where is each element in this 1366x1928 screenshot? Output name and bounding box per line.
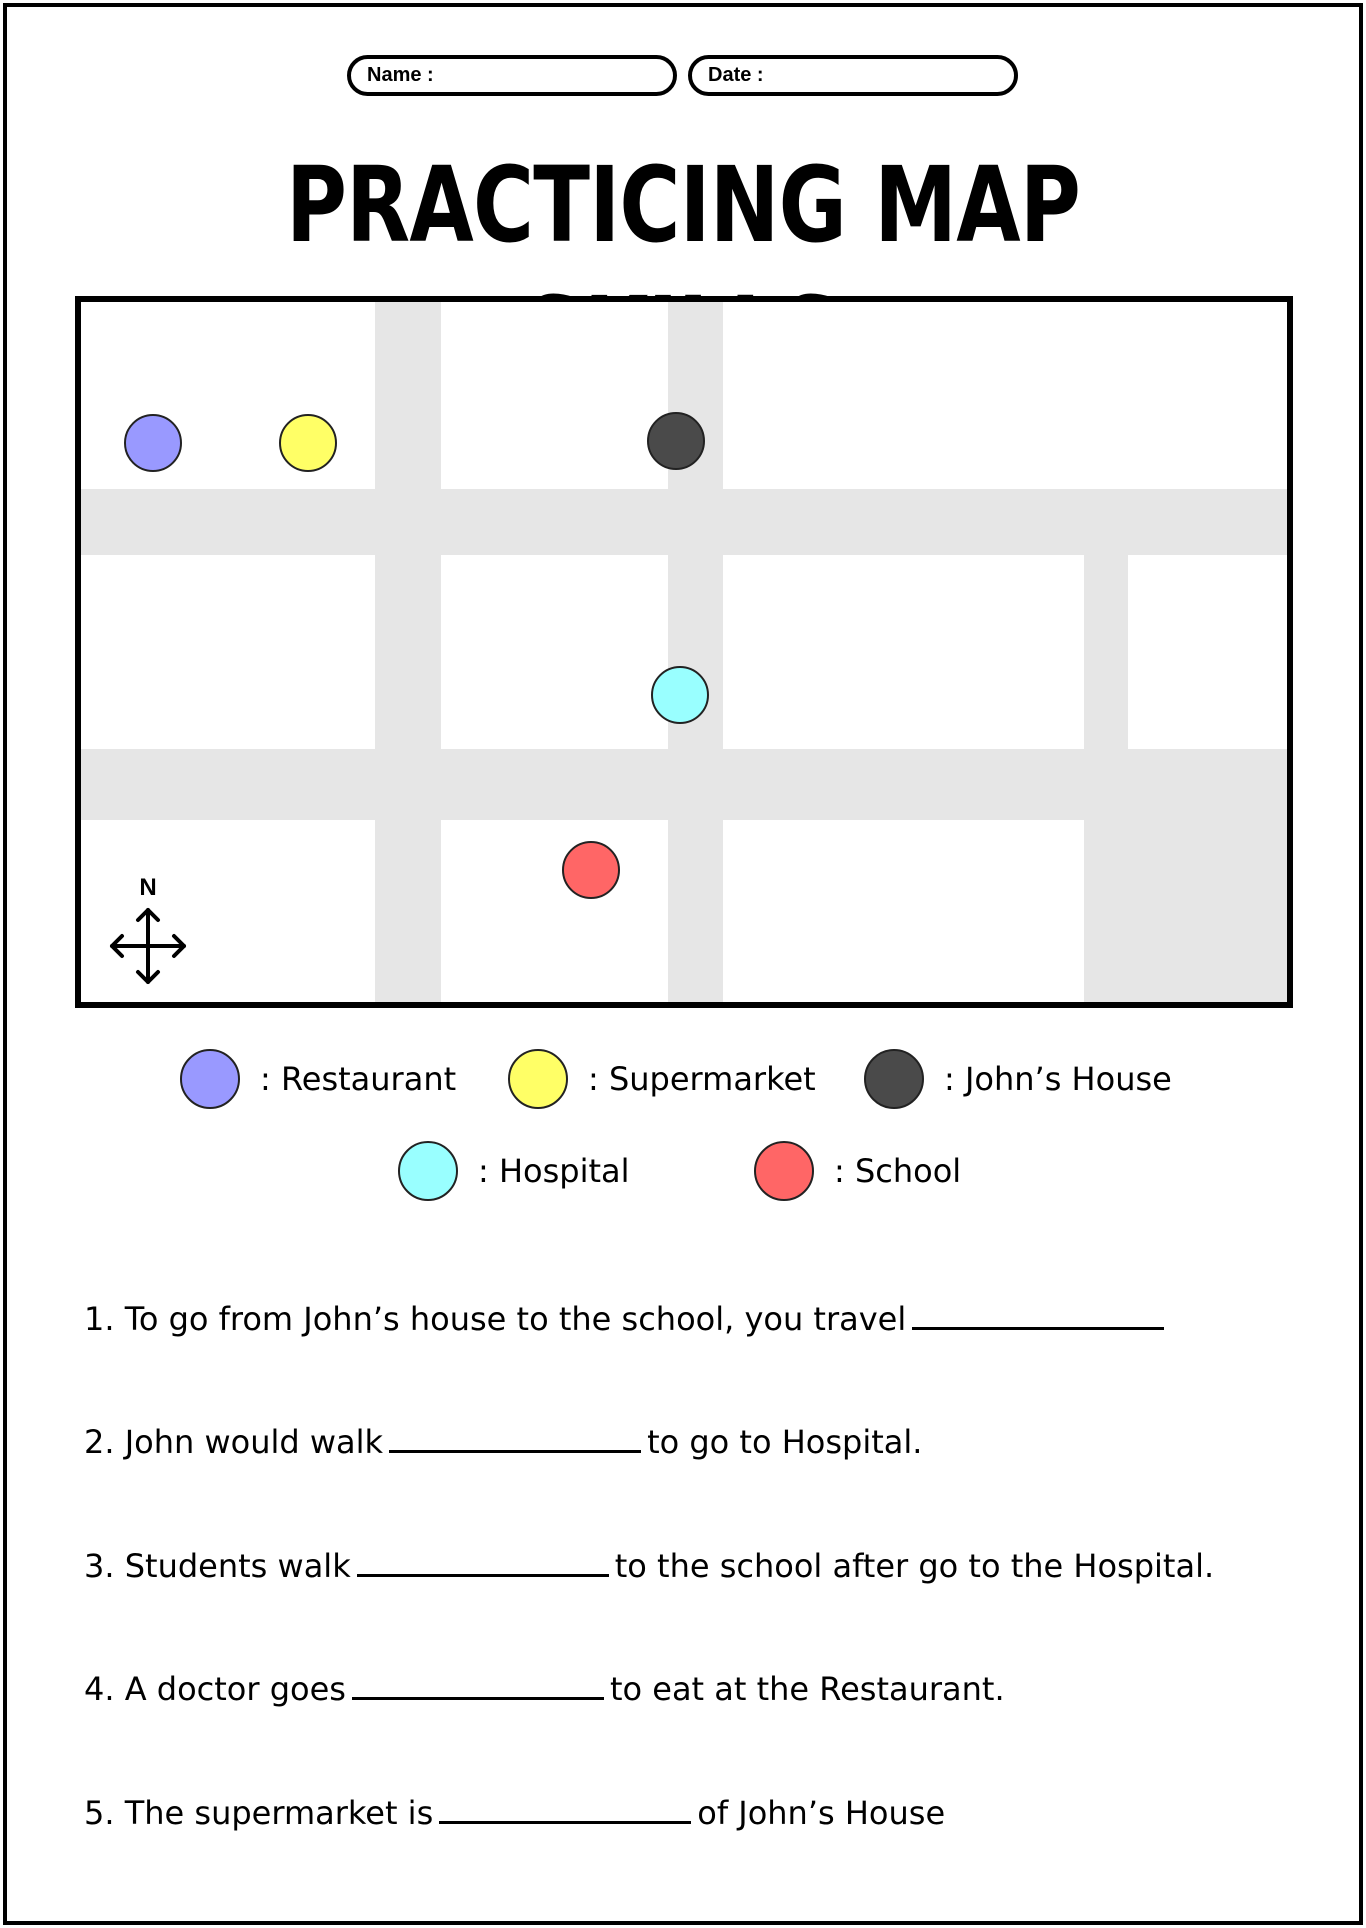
legend-school-label: : School <box>834 1152 962 1190</box>
legend-restaurant-label: : Restaurant <box>260 1060 457 1098</box>
legend-restaurant <box>180 1048 456 1110</box>
legend-hospital <box>398 1140 630 1202</box>
question-3-text-after: to the school after go to the Hospital. <box>614 1547 1215 1585</box>
legend-supermarket-label: : Supermarket <box>588 1060 816 1098</box>
date-field[interactable] <box>688 55 1018 96</box>
street-map <box>75 296 1293 1008</box>
road-horizontal-2 <box>81 749 1293 820</box>
legend-school-swatch <box>754 1141 814 1201</box>
legend-supermarket <box>508 1048 816 1110</box>
compass-north-label: N <box>139 874 157 901</box>
legend-supermarket-swatch <box>508 1049 568 1109</box>
question-2 <box>84 1422 922 1462</box>
compass-arrows-icon <box>108 906 188 986</box>
question-4-answer-blank[interactable] <box>352 1669 604 1700</box>
hospital-marker <box>651 666 709 724</box>
question-5 <box>84 1793 945 1833</box>
compass-rose <box>103 874 193 994</box>
road-vertical-2 <box>668 302 723 1008</box>
question-3-answer-blank[interactable] <box>357 1546 609 1577</box>
legend-school <box>754 1140 961 1202</box>
supermarket-marker <box>279 414 337 472</box>
question-5-text-before: 5. The supermarket is <box>84 1794 434 1832</box>
question-2-answer-blank[interactable] <box>389 1422 641 1453</box>
date-label: Date : <box>708 64 764 86</box>
road-vertical-1 <box>375 302 441 1008</box>
road-horizontal-1 <box>81 489 1293 555</box>
legend-johns-house <box>864 1048 1172 1110</box>
question-4 <box>84 1669 1005 1709</box>
question-4-text-after: to eat at the Restaurant. <box>609 1670 1005 1708</box>
question-2-text-after: to go to Hospital. <box>647 1423 923 1461</box>
question-3 <box>84 1546 1214 1586</box>
legend-johns-house-swatch <box>864 1049 924 1109</box>
question-5-answer-blank[interactable] <box>439 1793 691 1824</box>
question-3-text-before: 3. Students walk <box>84 1547 351 1585</box>
road-lot <box>1084 820 1293 1008</box>
legend-restaurant-swatch <box>180 1049 240 1109</box>
legend-hospital-label: : Hospital <box>478 1152 630 1190</box>
question-1-text: 1. To go from John’s house to the school, you travel <box>84 1300 907 1338</box>
question-4-text-before: 4. A doctor goes <box>84 1670 346 1708</box>
legend-johns-house-label: : John’s House <box>944 1060 1172 1098</box>
restaurant-marker <box>124 414 182 472</box>
question-2-text-before: 2. John would walk <box>84 1423 384 1461</box>
school-marker <box>562 841 620 899</box>
question-1 <box>84 1299 1170 1339</box>
johns-house-marker <box>647 412 705 470</box>
question-1-answer-blank[interactable] <box>912 1299 1164 1330</box>
name-label: Name : <box>367 64 434 86</box>
worksheet-title: PRACTICING MAP <box>285 144 1081 266</box>
question-5-text-after: of John’s House <box>697 1794 946 1832</box>
name-field[interactable] <box>347 55 677 96</box>
legend-hospital-swatch <box>398 1141 458 1201</box>
